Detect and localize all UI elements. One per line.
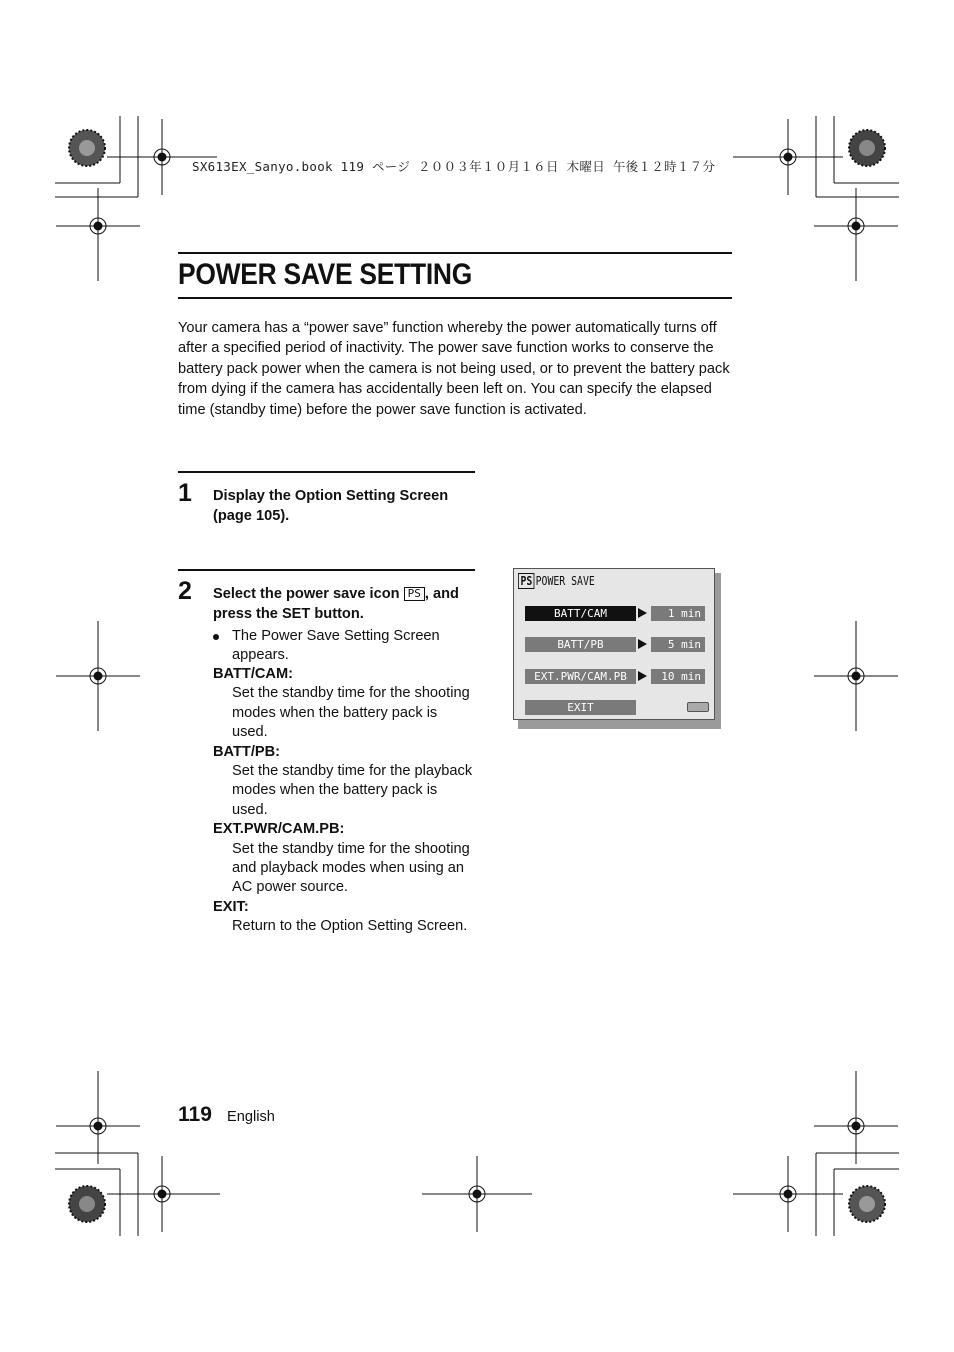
page-language: English [227, 1109, 275, 1125]
definition-item [213, 665, 475, 743]
definition-item [213, 820, 475, 898]
lcd-title-text: POWER SAVE [535, 574, 595, 588]
intro-paragraph: Your camera has a “power save” function whereby the power automatically turns off after a specified period of inactivity. The power save function works to conserve the battery pack power when the camera is not being used, or to prevent the battery pack from dying if the camera has accidentally been left on. You can specify the elapsed time (standby time) before the power save function is activated. [178, 320, 730, 418]
definition-text: Set the standby time for the shooting modes when the battery pack is used. [232, 685, 470, 741]
step-1-number: 1 [178, 479, 192, 507]
print-header: SX613EX_Sanyo.book 119 ページ ２００３年１０月１６日 木曜日 午後１２時１７分 [192, 159, 716, 174]
step-2-heading-part1: Select the power save icon [213, 586, 400, 602]
right-arrow-icon [638, 639, 647, 649]
power-save-icon: PS [404, 587, 425, 601]
right-arrow-icon [638, 671, 647, 681]
definition-term: EXIT: [213, 898, 249, 915]
step-2-heading-part2: , and press the SET button. [213, 586, 459, 623]
battery-icon [687, 702, 709, 712]
lcd-power-save-icon: PS [518, 573, 535, 589]
lcd-row-label: EXT.PWR/CAM.PB [525, 669, 636, 684]
step-2-heading [213, 584, 475, 625]
page-title: POWER SAVE SETTING [178, 258, 472, 291]
definition-list [213, 665, 475, 937]
lcd-row-value: 10 min [651, 669, 705, 684]
step-1-rule [178, 471, 475, 473]
lcd-power-save-screen [513, 568, 715, 720]
definition-item [213, 898, 475, 937]
step-2-bullet [213, 627, 475, 667]
definition-term: EXT.PWR/CAM.PB: [213, 821, 345, 838]
step-2-number: 2 [178, 577, 192, 605]
right-arrow-icon [638, 608, 647, 618]
lcd-exit-label: EXIT [525, 700, 636, 715]
lcd-row-label: BATT/PB [525, 637, 636, 652]
definition-item [213, 743, 475, 821]
lcd-row-label: BATT/CAM [525, 606, 636, 621]
lcd-row-value: 1 min [651, 606, 705, 621]
definition-text: Set the standby time for the shooting and playback modes when using an AC power source. [232, 840, 470, 896]
page-number: 119 [178, 1103, 212, 1126]
lcd-row-value: 5 min [651, 637, 705, 652]
title-rule-top [178, 252, 732, 254]
title-rule-bottom [178, 297, 732, 299]
definition-term: BATT/CAM: [213, 666, 293, 682]
lcd-title [518, 573, 595, 589]
definition-text: Return to the Option Setting Screen. [232, 918, 468, 935]
definition-text: Set the standby time for the playback modes when the battery pack is used. [232, 763, 473, 818]
step-2-rule [178, 569, 475, 571]
step-1-heading: Display the Option Setting Screen (page 105). [213, 488, 449, 525]
bullet-icon [213, 634, 219, 640]
definition-term: BATT/PB: [213, 743, 281, 760]
bullet-text: The Power Save Setting Screen appears. [232, 628, 440, 664]
